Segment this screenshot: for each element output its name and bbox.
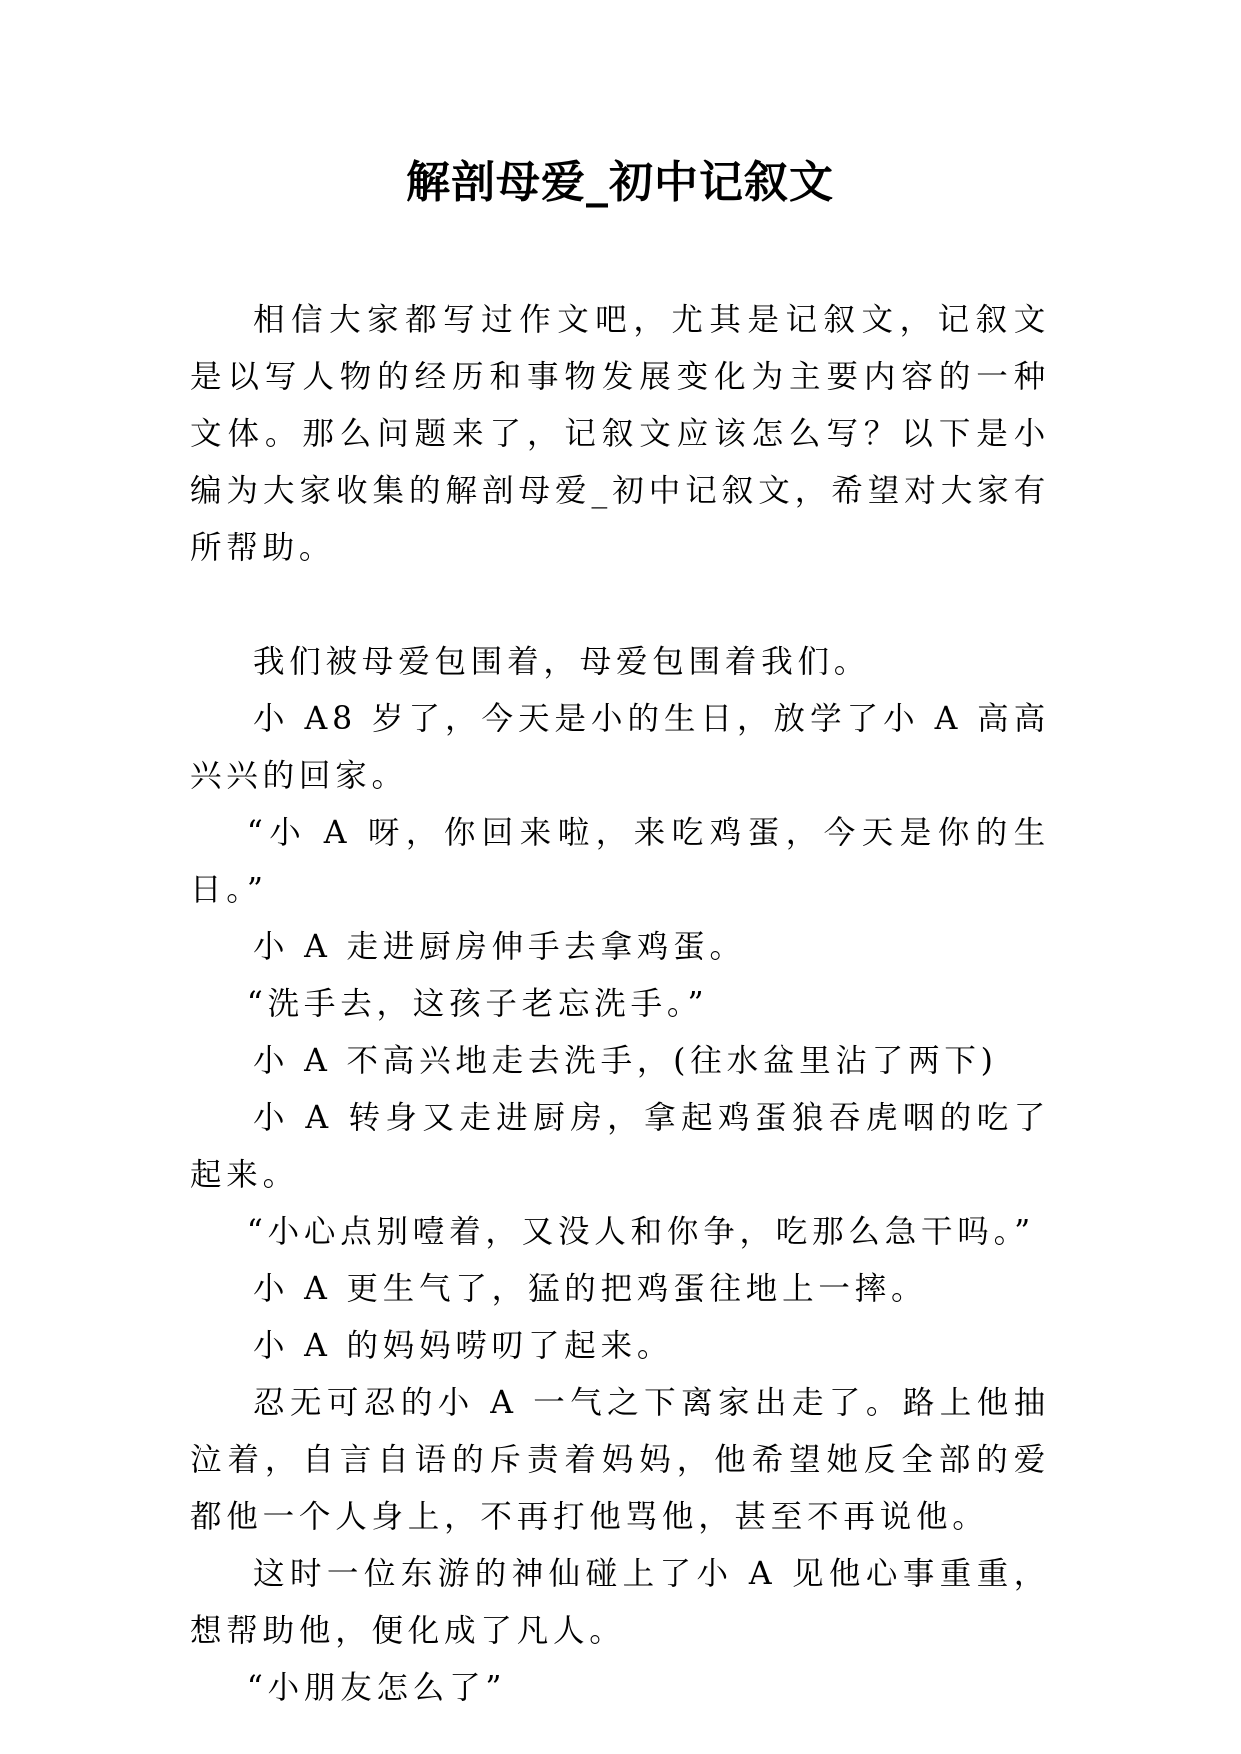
paragraph-spacer (190, 577, 1050, 634)
body-paragraph: 忍无可忍的小 A 一气之下离家出走了。路上他抽泣着，自言自语的斥责着妈妈，他希望她反全部的爱都他一个人身上，不再打他骂他，甚至不再说他。 (190, 1385, 1050, 1535)
body-paragraph: 小 A8 岁了，今天是小的生日，放学了小 A 高高兴兴的回家。 (190, 701, 1050, 794)
document-body (190, 292, 1050, 1717)
body-paragraph: 小 A 不高兴地走去洗手，(往水盆里沾了两下) (253, 1043, 998, 1079)
dialogue-paragraph: “小心点别噎着，又没人和你争，吃那么急干吗。” (246, 1214, 1036, 1250)
body-paragraph: 我们被母爱包围着，母爱包围着我们。 (253, 644, 871, 680)
document-title: 解剖母爱_初中记叙文 (406, 157, 834, 208)
dialogue-paragraph: “小朋友怎么了” (246, 1670, 507, 1706)
dialogue-paragraph: “洗手去，这孩子老忘洗手。” (246, 986, 709, 1022)
body-paragraph: 小 A 走进厨房伸手去拿鸡蛋。 (253, 929, 746, 965)
intro-paragraph: 相信大家都写过作文吧，尤其是记叙文，记叙文是以写人物的经历和事物发展变化为主要内容的一种文体。那么问题来了，记叙文应该怎么写？以下是小编为大家收集的解剖母爱_初中记叙文，希望对大家有所帮助。 (190, 302, 1050, 566)
body-paragraph: 小 A 的妈妈唠叨了起来。 (253, 1328, 674, 1364)
dialogue-paragraph: “小 A 呀，你回来啦，来吃鸡蛋，今天是你的生日。” (190, 815, 1050, 908)
body-paragraph: 这时一位东游的神仙碰上了小 A 见他心事重重，想帮助他，便化成了凡人。 (190, 1556, 1050, 1649)
body-paragraph: 小 A 更生气了，猛的把鸡蛋往地上一摔。 (253, 1271, 928, 1307)
body-paragraph: 小 A 转身又走进厨房，拿起鸡蛋狼吞虎咽的吃了起来。 (190, 1100, 1050, 1193)
